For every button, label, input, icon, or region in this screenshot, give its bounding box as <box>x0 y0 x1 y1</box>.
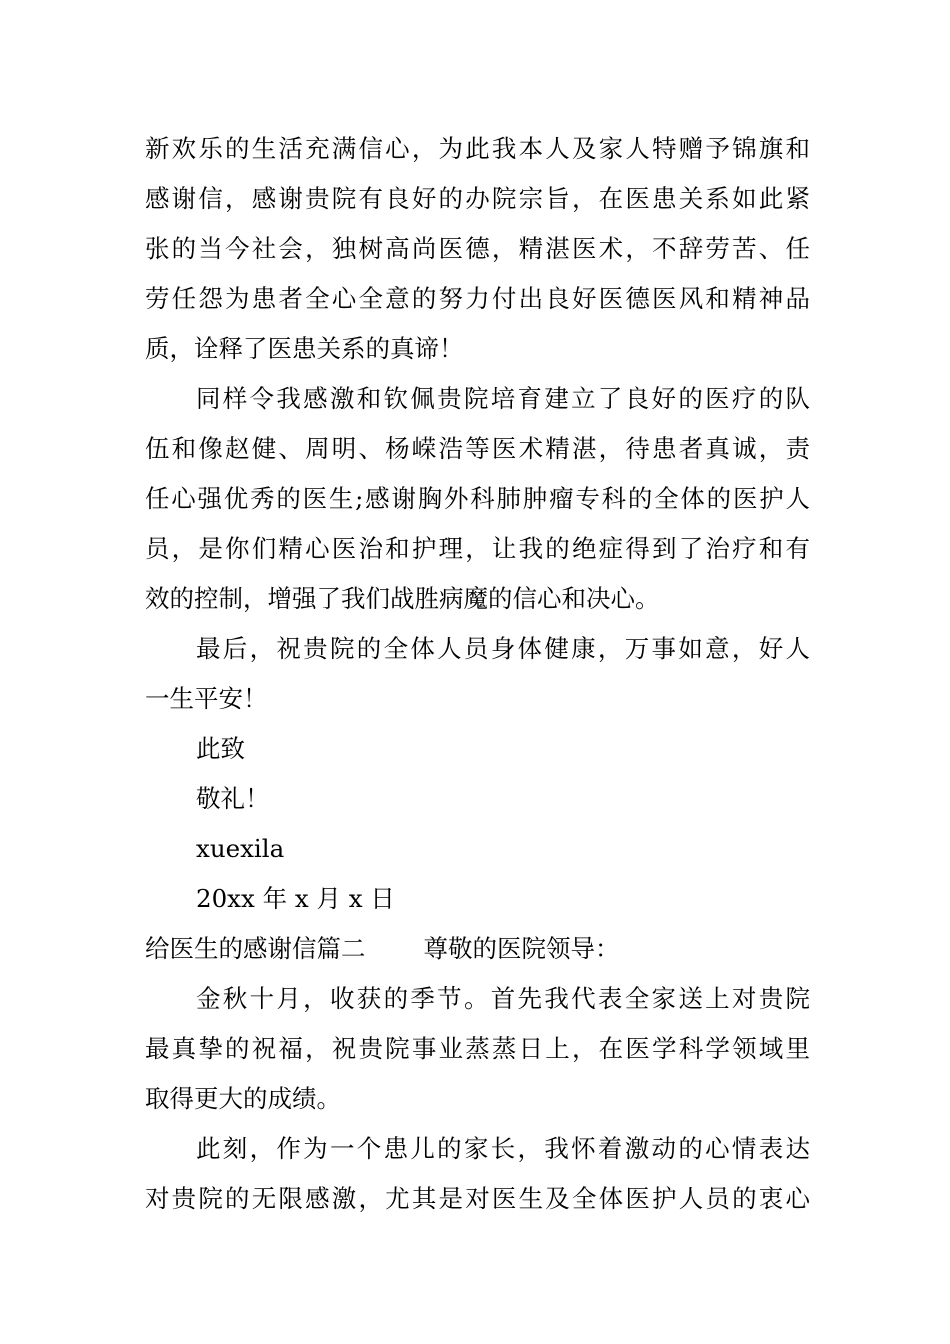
paragraph-line: 张的当今社会，独树高尚医德，精湛医术，不辞劳苦、任 <box>145 234 810 263</box>
paragraph-line: 最真挚的祝福，祝贵院事业蒸蒸日上，在医学科学领域里 <box>145 1034 810 1063</box>
paragraph-line: 质，诠释了医患关系的真谛！ <box>145 334 464 363</box>
paragraph-first-line: 同样令我感激和钦佩贵院培育建立了良好的医疗的队 <box>196 384 810 413</box>
paragraph-line: 新欢乐的生活充满信心，为此我本人及家人特赠予锦旗和 <box>145 134 810 163</box>
paragraph-line: 对贵院的无限感激，尤其是对医生及全体医护人员的衷心 <box>145 1184 810 1213</box>
paragraph-line: 伍和像赵健、周明、杨嵘浩等医术精湛，待患者真诚，责 <box>145 434 810 463</box>
section-heading-line <box>145 933 810 965</box>
paragraph-line: 员，是你们精心医治和护理，让我的绝症得到了治疗和有 <box>145 534 810 563</box>
paragraph-line: 一生平安！ <box>145 684 268 713</box>
closing-salute: 敬礼！ <box>196 784 270 813</box>
date: 20xx 年 x 月 x 日 <box>196 884 395 913</box>
closing-line: 此致 <box>196 734 245 763</box>
paragraph-line: 感谢信，感谢贵院有良好的办院宗旨，在医患关系如此紧 <box>145 184 810 213</box>
paragraph-first-line: 最后，祝贵院的全体人员身体健康，万事如意，好人 <box>196 634 810 663</box>
signature: xuexila <box>196 834 285 863</box>
paragraph-line: 效的控制，增强了我们战胜病魔的信心和决心。 <box>145 584 660 613</box>
paragraph-line: 劳任怨为患者全心全意的努力付出良好医德医风和精神品 <box>145 284 810 313</box>
section-title: 给医生的感谢信篇二 <box>145 934 366 963</box>
paragraph-line: 取得更大的成绩。 <box>145 1084 341 1113</box>
paragraph-line: 任心强优秀的医生;感谢胸外科肺肿瘤专科的全体的医护人 <box>145 484 810 513</box>
paragraph-first-line: 金秋十月，收获的季节。首先我代表全家送上对贵院 <box>196 984 810 1013</box>
paragraph-first-line: 此刻，作为一个患儿的家长，我怀着激动的心情表达 <box>196 1134 810 1163</box>
salutation: 尊敬的医院领导： <box>423 934 620 963</box>
